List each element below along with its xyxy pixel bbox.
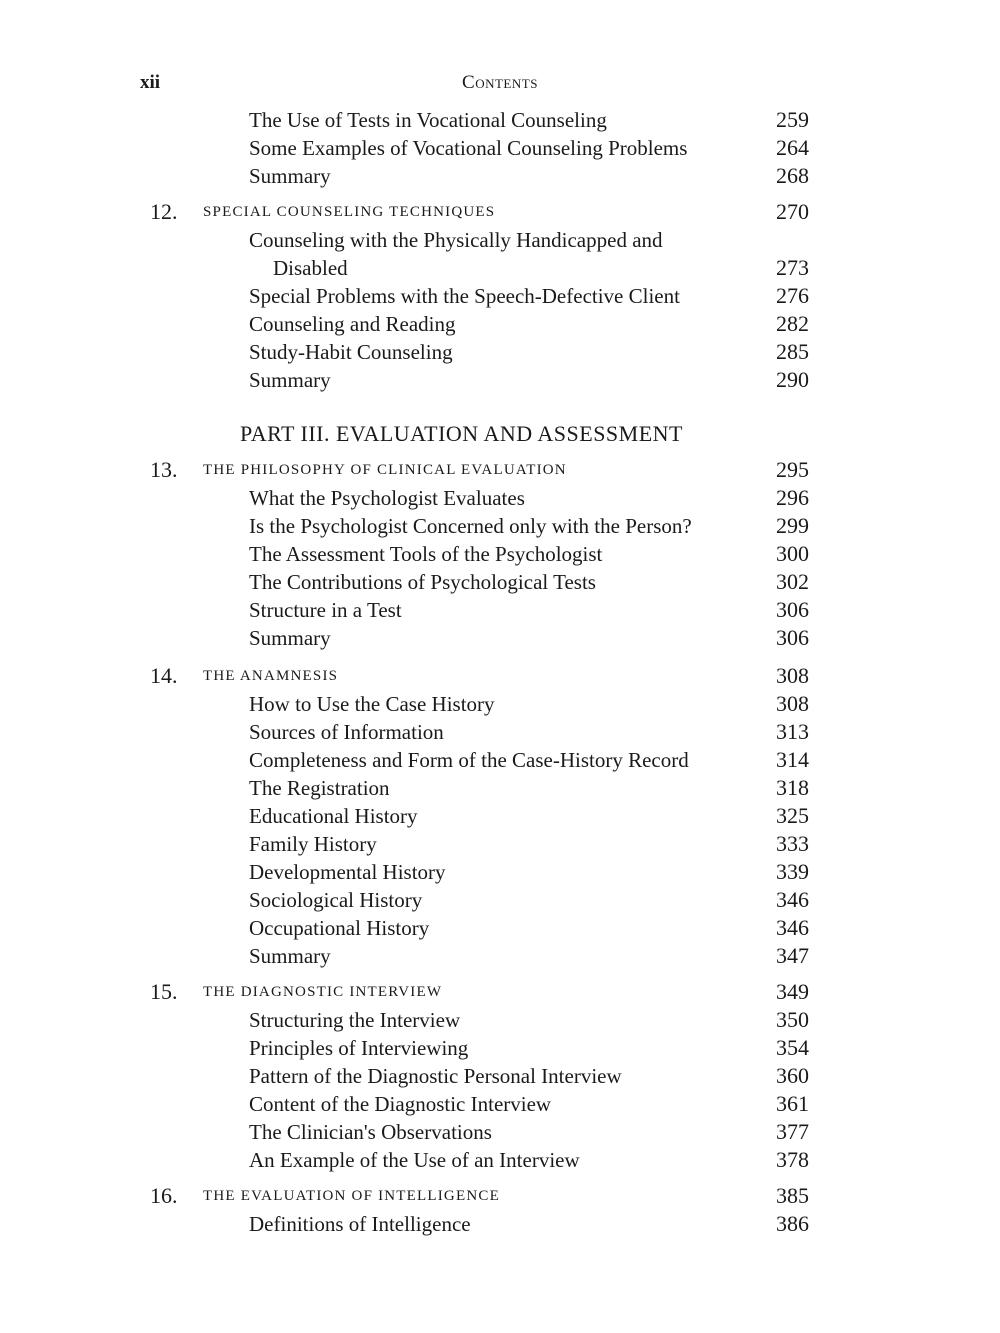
toc-entry: Summary — [249, 944, 331, 968]
toc-page-number: 306 — [776, 597, 809, 622]
toc-page-number: 285 — [776, 339, 809, 364]
toc-entry: Pattern of the Diagnostic Personal Interview — [249, 1064, 622, 1088]
chapter-title: SPECIAL COUNSELING TECHNIQUES — [203, 204, 496, 220]
page-number: xii — [140, 72, 161, 93]
chapter-number: 14. — [150, 663, 178, 688]
toc-page-number: 386 — [776, 1211, 809, 1236]
toc-page-number: 325 — [776, 803, 809, 828]
toc-entry: Disabled — [273, 256, 348, 280]
toc-page-number: 273 — [776, 255, 809, 280]
toc-entry: Sources of Information — [249, 720, 444, 744]
toc-page-number: 347 — [776, 943, 809, 968]
toc-page-number: 378 — [776, 1147, 809, 1172]
toc-entry: The Clinician's Observations — [249, 1120, 492, 1144]
toc-entry: Some Examples of Vocational Counseling Problems — [249, 136, 688, 160]
toc-page-number: 308 — [776, 663, 809, 688]
toc-page-number: 346 — [776, 887, 809, 912]
toc-entry: Study-Habit Counseling — [249, 340, 453, 364]
toc-entry: What the Psychologist Evaluates — [249, 486, 525, 510]
toc-page-number: 354 — [776, 1035, 809, 1060]
toc-entry: The Contributions of Psychological Tests — [249, 570, 596, 594]
toc-entry: The Assessment Tools of the Psychologist — [249, 542, 603, 566]
toc-entry: Definitions of Intelligence — [249, 1212, 471, 1236]
toc-entry: Structuring the Interview — [249, 1008, 461, 1032]
toc-entry: Principles of Interviewing — [249, 1036, 469, 1060]
toc-page-number: 264 — [776, 135, 809, 160]
chapter-number: 12. — [150, 199, 178, 224]
toc-page-number: 302 — [776, 569, 809, 594]
toc-page-number: 308 — [776, 691, 809, 716]
part-heading: PART III. EVALUATION AND ASSESSMENT — [240, 421, 683, 446]
toc-page-number: 282 — [776, 311, 809, 336]
toc-entry: An Example of the Use of an Interview — [249, 1148, 580, 1172]
toc-page-number: 314 — [776, 747, 809, 772]
toc-page-number: 361 — [776, 1091, 809, 1116]
toc-page-number: 296 — [776, 485, 809, 510]
toc-entry: Family History — [249, 832, 377, 856]
page-header — [0, 72, 1000, 96]
toc-entry: Summary — [249, 626, 331, 650]
toc-page-number: 276 — [776, 283, 809, 308]
toc-page-number: 259 — [776, 107, 809, 132]
toc-entry: Counseling with the Physically Handicapped and — [249, 228, 663, 252]
toc-entry: The Registration — [249, 776, 390, 800]
toc-entry: Summary — [249, 368, 331, 392]
toc-page-number: 350 — [776, 1007, 809, 1032]
running-title: Contents — [462, 72, 538, 93]
chapter-title: THE PHILOSOPHY OF CLINICAL EVALUATION — [203, 462, 567, 478]
toc-entry: Developmental History — [249, 860, 446, 884]
toc-page-number: 313 — [776, 719, 809, 744]
toc-page-number: 270 — [776, 199, 809, 224]
toc-entry: The Use of Tests in Vocational Counseling — [249, 108, 607, 132]
toc-entry: How to Use the Case History — [249, 692, 495, 716]
chapter-title: THE ANAMNESIS — [203, 668, 339, 684]
toc-entry: Special Problems with the Speech-Defective Client — [249, 284, 680, 308]
toc-page-number: 299 — [776, 513, 809, 538]
toc-entry: Completeness and Form of the Case-History Record — [249, 748, 689, 772]
toc-entry: Content of the Diagnostic Interview — [249, 1092, 552, 1116]
toc-page-number: 306 — [776, 625, 809, 650]
toc-page-number: 295 — [776, 457, 809, 482]
toc-page-number: 346 — [776, 915, 809, 940]
toc-page-number: 318 — [776, 775, 809, 800]
chapter-number: 16. — [150, 1183, 178, 1208]
chapter-number: 13. — [150, 457, 178, 482]
toc-page-number: 268 — [776, 163, 809, 188]
chapter-title: THE DIAGNOSTIC INTERVIEW — [203, 984, 443, 1000]
chapter-title: THE EVALUATION OF INTELLIGENCE — [203, 1188, 500, 1204]
toc-page-number: 349 — [776, 979, 809, 1004]
toc-entry: Occupational History — [249, 916, 430, 940]
toc-entry: Counseling and Reading — [249, 312, 456, 336]
toc-page-number: 290 — [776, 367, 809, 392]
toc-page-number: 339 — [776, 859, 809, 884]
toc-entry: Sociological History — [249, 888, 423, 912]
toc-page-number: 300 — [776, 541, 809, 566]
toc-entry: Structure in a Test — [249, 598, 402, 622]
toc-entry: Educational History — [249, 804, 418, 828]
toc-page-number: 360 — [776, 1063, 809, 1088]
toc-page-number: 333 — [776, 831, 809, 856]
toc-entry: Summary — [249, 164, 331, 188]
toc-page-number: 385 — [776, 1183, 809, 1208]
toc-entry: Is the Psychologist Concerned only with the Person? — [249, 514, 692, 538]
chapter-number: 15. — [150, 979, 178, 1004]
toc-page-number: 377 — [776, 1119, 809, 1144]
